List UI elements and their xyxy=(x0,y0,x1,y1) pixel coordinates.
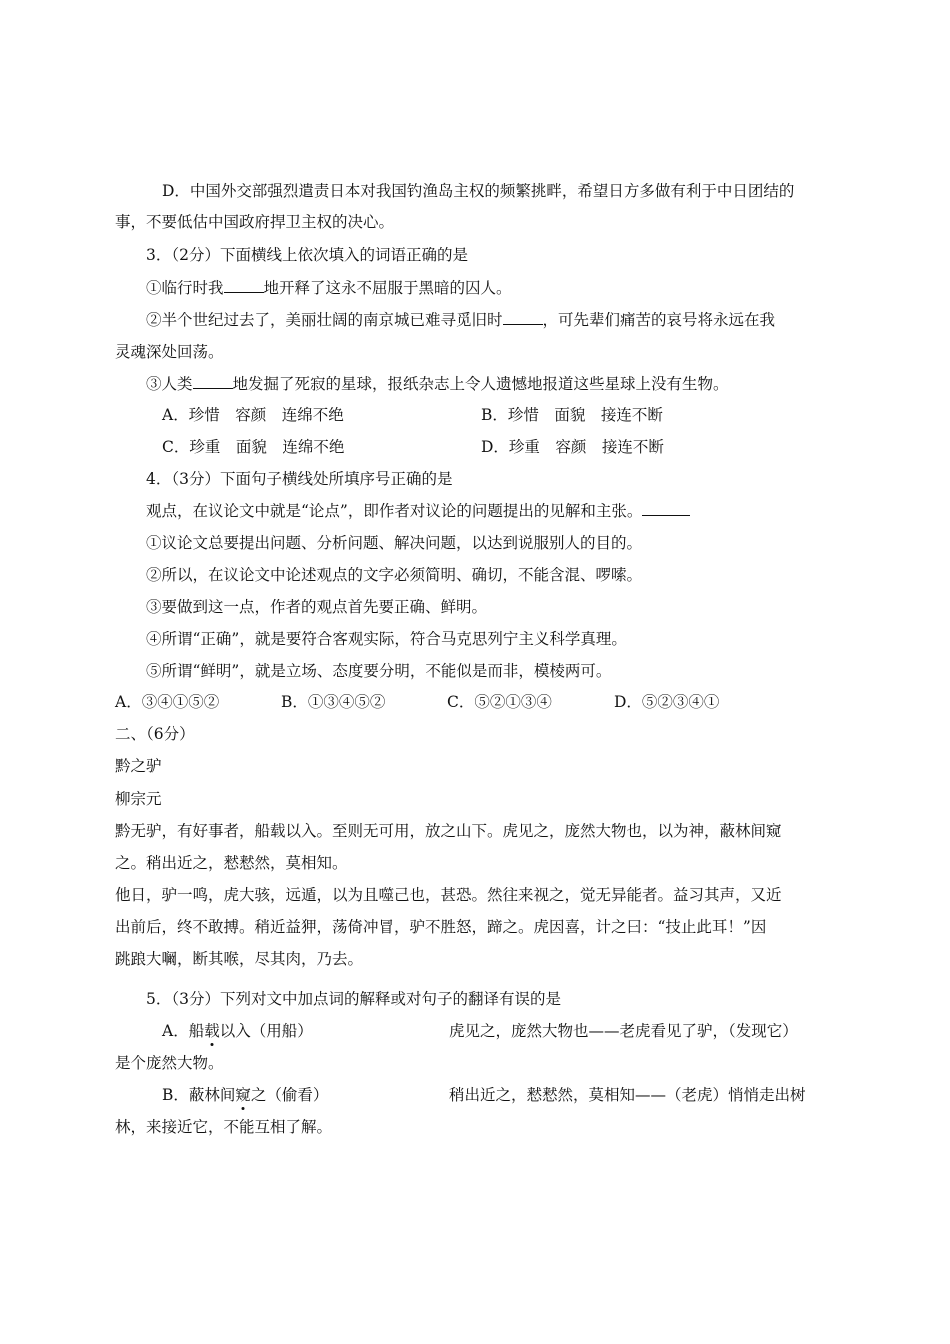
q4-option-b: B．①③④⑤② xyxy=(281,693,386,711)
q3-option-d: D．珍重 容颜 接连不断 xyxy=(481,438,664,456)
q3-option-b: B．珍惜 面貌 接连不断 xyxy=(481,406,663,424)
q4-sentence-5: ⑤所谓“鲜明”，就是立场、态度要分明，不能似是而非，模棱两可。 xyxy=(146,662,612,680)
q3-s1-before: ①临行时我 xyxy=(146,279,224,297)
q4-sentence-3: ③要做到这一点，作者的观点首先要正确、鲜明。 xyxy=(146,598,488,616)
q3-sentence-1 xyxy=(146,278,840,298)
q3-s1-after: 地开释了这永不屈服于黑暗的囚人。 xyxy=(263,279,512,297)
answer-blank xyxy=(193,374,233,389)
q5-b-pre: B．蔽林间 xyxy=(162,1086,236,1104)
q3-sentence-2 xyxy=(146,310,840,330)
answer-blank xyxy=(503,310,543,325)
q4-sentence-4: ④所谓“正确”，就是要符合客观实际，符合马克思列宁主义科学真理。 xyxy=(146,630,627,648)
q5-option-b-translation: 稍出近之，慭慭然，莫相知——（老虎）悄悄走出树 xyxy=(449,1086,806,1104)
passage-p2-line2: 出前后，终不敢搏。稍近益狎，荡倚冲冒，驴不胜怒，蹄之。虎因喜，计之曰：“技止此耳！”因 xyxy=(115,918,767,936)
q3-s3-after: 地发掘了死寂的星球，报纸杂志上令人遗憾地报道这些星球上没有生物。 xyxy=(232,375,729,393)
q5-stem: 5．（3分）下列对文中加点词的解释或对句子的翻译有误的是 xyxy=(146,990,561,1008)
q3-s2-after: ，可先辈们痛苦的哀号将永远在我 xyxy=(542,311,776,329)
q5-option-b-word xyxy=(162,1085,328,1105)
q4-option-a: A．③④①⑤② xyxy=(115,693,220,711)
emphasis-dot-char: 窥 xyxy=(235,1086,251,1104)
passage-p1-line2: 之。稍出近之，慭慭然，莫相知。 xyxy=(115,854,348,872)
q2-option-d-line2: 事，不要低估中国政府捍卫主权的决心。 xyxy=(115,213,395,231)
q5-a-pre: A．船 xyxy=(162,1022,205,1040)
q5-option-a-word xyxy=(162,1021,313,1041)
q3-sentence-2-cont: 灵魂深处回荡。 xyxy=(115,343,224,361)
q5-a-post: 以入（用船） xyxy=(219,1022,313,1040)
q2-option-d-line1: D．中国外交部强烈遣责日本对我国钓渔岛主权的频繁挑畔，希望日方多做有利于中日团结的 xyxy=(162,182,795,200)
q3-s3-before: ③人类 xyxy=(146,375,193,393)
q4-intro-text: 观点，在议论文中就是“论点”，即作者对议论的问题提出的见解和主张。 xyxy=(146,502,643,520)
passage-title: 黔之驴 xyxy=(115,757,162,775)
q5-option-a-translation: 虎见之，庞然大物也——老虎看见了驴，（发现它） xyxy=(449,1022,798,1040)
q4-stem: 4．（3分）下面句子横线处所填序号正确的是 xyxy=(146,470,453,488)
emphasis-dot-char: 载 xyxy=(204,1022,220,1040)
q4-option-d: D．⑤②③④① xyxy=(614,693,720,711)
q5-b-post: 之（偷看） xyxy=(250,1086,329,1104)
q5-option-a-cont: 是个庞然大物。 xyxy=(115,1054,224,1072)
q5-option-b-cont: 林，来接近它，不能互相了解。 xyxy=(115,1118,333,1136)
answer-blank xyxy=(224,278,264,293)
passage-author: 柳宗元 xyxy=(115,790,162,808)
q3-option-a: A．珍惜 容颜 连绵不绝 xyxy=(162,406,344,424)
passage-p2-line3: 跳踉大㘎，断其喉，尽其肉，乃去。 xyxy=(115,950,364,968)
q4-option-c: C．⑤②①③④ xyxy=(447,693,552,711)
q3-s2-before: ②半个世纪过去了，美丽壮阔的南京城已难寻觅旧时 xyxy=(146,311,503,329)
passage-p1-line1: 黔无驴，有好事者，船载以入。至则无可用，放之山下。虎见之，庞然大物也，以为神，蔽林间窥 xyxy=(115,822,782,840)
passage-p2-line1: 他日，驴一鸣，虎大骇，远遁，以为且噬己也，甚恐。然往来视之，觉无异能者。益习其声，又近 xyxy=(115,886,782,904)
answer-blank xyxy=(642,501,690,516)
q4-sentence-1: ①议论文总要提出问题、分析问题、解决问题，以达到说服别人的目的。 xyxy=(146,534,643,552)
section-heading: 二、（6分） xyxy=(115,725,195,743)
q3-stem: 3．（2分）下面横线上依次填入的词语正确的是 xyxy=(146,246,468,264)
q3-option-c: C．珍重 面貌 连绵不绝 xyxy=(162,438,345,456)
q3-sentence-3 xyxy=(146,374,840,394)
q4-intro xyxy=(146,501,840,521)
q4-sentence-2: ②所以，在议论文中论述观点的文字必须简明、确切，不能含混、啰嗦。 xyxy=(146,566,643,584)
